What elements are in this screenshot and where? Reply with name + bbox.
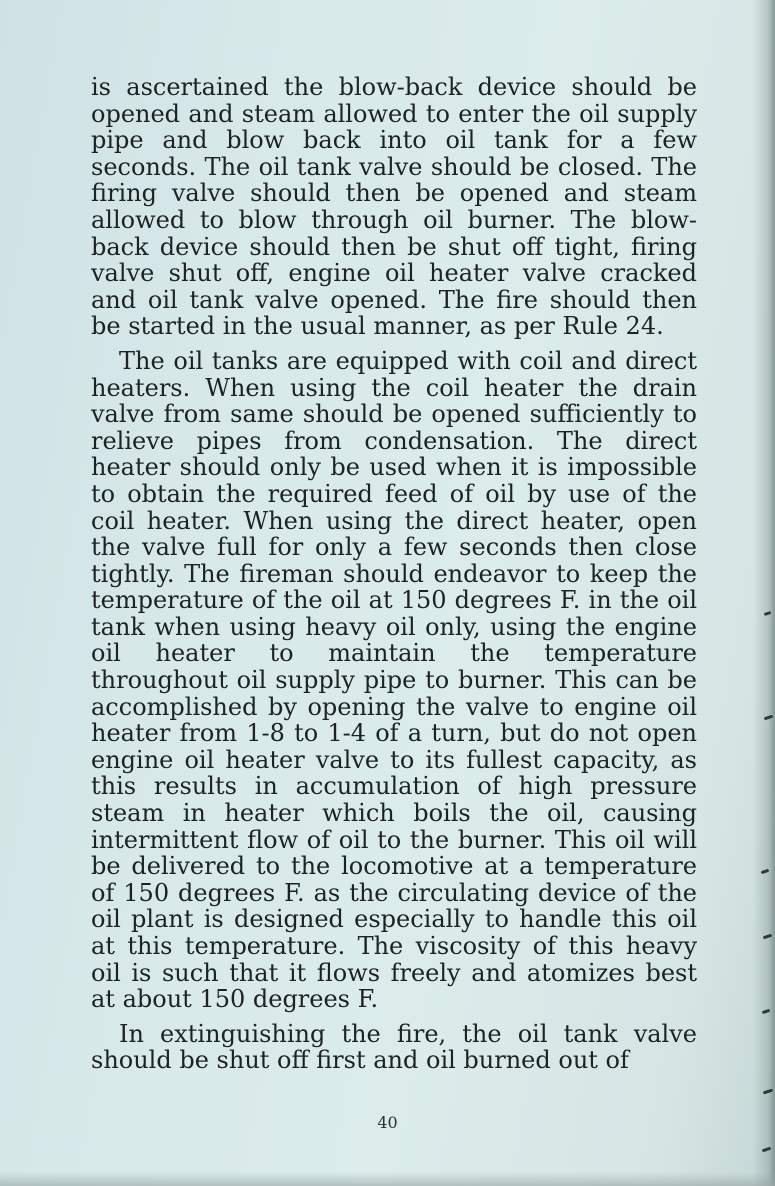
paragraph-extinguishing-fire: In extinguishing the fire, the oil tank valve should be shut off first and oil burned out of: [91, 1019, 697, 1075]
body-text: [91, 74, 697, 1074]
paragraph-oil-tank-heaters: The oil tanks are equipped with coil and direct heaters. When using the coil heater the drain valve from same should be opened sufficiently to relieve pipes from condensation. The direct heater should only be used when it is impossible to obtain the required feed of oil by use of the coil heater. When using the direct heater, open the valve full for only a few seconds then close tightly. The fireman should endeavor to keep the temperature of the oil at 150 degrees F. in the oil tank when using heavy oil only, using the engine oil heater to maintain the temperature throughout oil supply pipe to burner. This can be accomplished by opening the valve to engine oil heater from 1-8 to 1-4 of a turn, but do not open engine oil heater valve to its fullest capacity, as this results in accumulation of high pressure steam in heater which boils the oil, causing intermittent flow of oil to the burner. This oil will be delivered to the locomotive at a temperature of 150 degrees F. as the circulating device of the oil plant is designed especially to handle this oil at this temperature. The viscosity of this heavy oil is such that it flows freely and atomizes best at about 150 degrees F.: [91, 346, 697, 1014]
page-edge-shadow: [753, 0, 775, 1186]
paragraph-continued: is ascertained the blow-back device should be opened and steam allowed to enter the oil supply pipe and blow back into oil tank for a few seconds. The oil tank valve should be closed. The firing valve should then be opened and steam allowed to blow through oil burner. The blow-back device should then be shut off tight, firing valve shut off, engine oil heater valve cracked and oil tank valve opened. The fire should then be started in the usual manner, as per Rule 24.: [91, 73, 697, 341]
page-bottom-shadow: [0, 1172, 775, 1186]
page-number: 40: [377, 1113, 398, 1132]
